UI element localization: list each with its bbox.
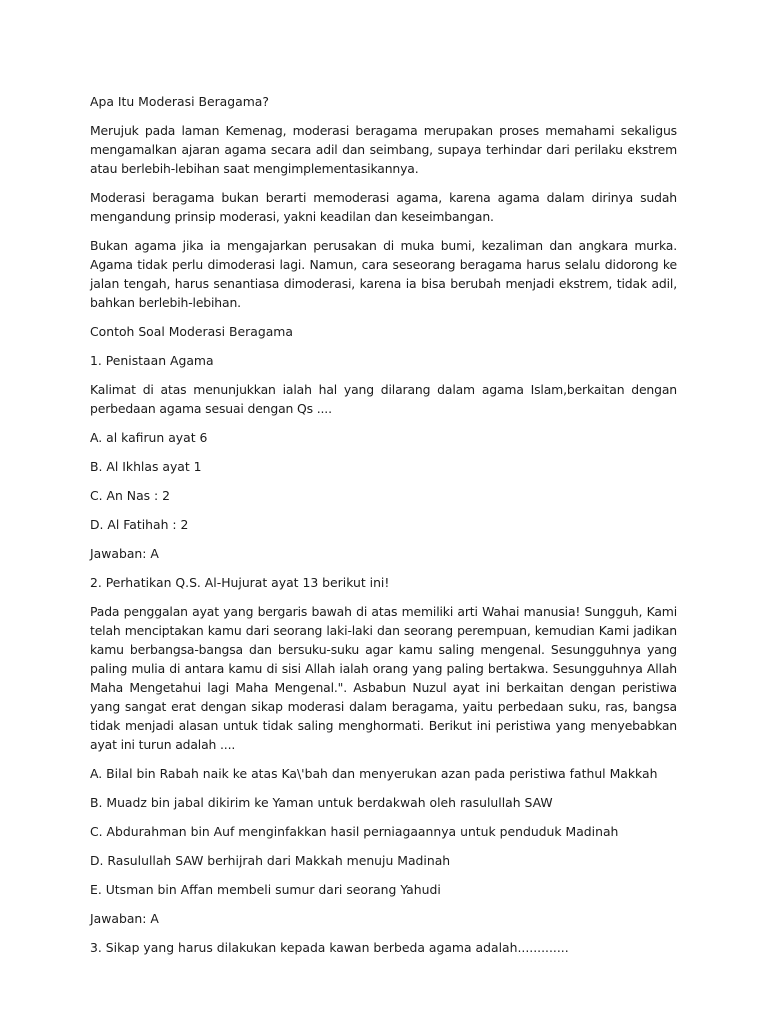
answer-option: A. al kafirun ayat 6	[90, 430, 208, 445]
answer-option: E. Utsman bin Affan membeli sumur dari seorang Yahudi	[90, 882, 441, 897]
question-title: 2. Perhatikan Q.S. Al-Hujurat ayat 13 berikut ini!	[90, 575, 390, 590]
section-title: Contoh Soal Moderasi Beragama	[90, 324, 293, 339]
question-text: Pada penggalan ayat yang bergaris bawah di atas memiliki arti Wahai manusia! Sungguh, Kami telah menciptakan kamu dari seorang laki-laki dan seorang perempuan, kemudian Kami jadikan kamu berbangsa-bangsa dan bersuku-suku agar kamu saling mengenal. Sesungguhnya yang paling mulia di antara kamu di sisi Allah ialah orang yang paling bertakwa. Sesungguhnya Allah Maha Mengetahui lagi Maha Mengenal.". Asbabun Nuzul ayat ini berkaitan dengan peristiwa yang sangat erat dengan sikap moderasi dalam beragama, yaitu perbedaan suku, ras, bangsa tidak menjadi alasan untuk tidak saling menghormati. Berikut ini peristiwa yang menyebabkan ayat ini turun adalah ....	[90, 604, 677, 752]
intro-paragraph: Bukan agama jika ia mengajarkan perusakan di muka bumi, kezaliman dan angkara murka. Agama tidak perlu dimoderasi lagi. Namun, cara seseorang beragama harus selalu didorong ke jalan tengah, harus senantiasa dimoderasi, karena ia bisa berubah menjadi ekstrem, tidak adil, bahkan berlebih-lebihan.	[90, 238, 677, 310]
answer-option: B. Muadz bin jabal dikirim ke Yaman untuk berdakwah oleh rasulullah SAW	[90, 795, 553, 810]
intro-paragraph: Moderasi beragama bukan berarti memoderasi agama, karena agama dalam dirinya sudah mengandung prinsip moderasi, yakni keadilan dan keseimbangan.	[90, 190, 677, 224]
answer-option: C. Abdurahman bin Auf menginfakkan hasil perniagaannya untuk penduduk Madinah	[90, 824, 619, 839]
document-heading: Apa Itu Moderasi Beragama?	[90, 94, 269, 109]
question-title: 1. Penistaan Agama	[90, 353, 214, 368]
answer-option: B. Al Ikhlas ayat 1	[90, 459, 202, 474]
answer-option: D. Al Fatihah : 2	[90, 517, 189, 532]
question-text: Kalimat di atas menunjukkan ialah hal yang dilarang dalam agama Islam,berkaitan dengan perbedaan agama sesuai dengan Qs ....	[90, 382, 677, 416]
intro-paragraph: Merujuk pada laman Kemenag, moderasi beragama merupakan proses memahami sekaligus mengamalkan ajaran agama secara adil dan seimbang, supaya terhindar dari perilaku ekstrem atau berlebih-lebihan saat mengimplementasikannya.	[90, 123, 677, 176]
document-page	[90, 92, 677, 967]
answer-option: A. Bilal bin Rabah naik ke atas Ka\'bah dan menyerukan azan pada peristiwa fathul Makkah	[90, 766, 658, 781]
question-title: 3. Sikap yang harus dilakukan kepada kawan berbeda agama adalah.............	[90, 940, 569, 955]
answer-key: Jawaban: A	[90, 911, 159, 926]
answer-key: Jawaban: A	[90, 546, 159, 561]
answer-option: D. Rasulullah SAW berhijrah dari Makkah menuju Madinah	[90, 853, 451, 868]
answer-option: C. An Nas : 2	[90, 488, 171, 503]
